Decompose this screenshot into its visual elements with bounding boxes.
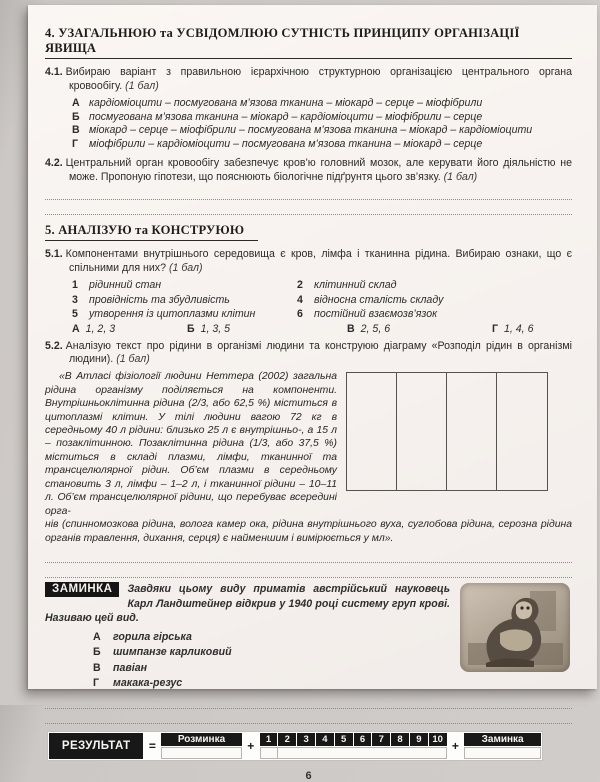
- task-number: 10: [429, 733, 447, 746]
- plus-sign: +: [451, 739, 459, 754]
- answer-text: 1, 2, 3: [85, 322, 116, 335]
- item-text: клітинний склад: [314, 279, 397, 292]
- item-number: 2: [297, 279, 303, 292]
- answer-letter: А: [72, 322, 80, 335]
- answer-choices-row: [72, 323, 572, 335]
- item-text: відносна сталість складу: [314, 293, 444, 306]
- list-item-6: [297, 307, 572, 321]
- workbook-page: [28, 5, 597, 782]
- question-4-2-text: Центральний орган кровообігу забезпечує кров’ю головний мозок, але керувати його діяльністю не може. Пропоную гіпотези, що пояснюють біологічне підґрунтя цього зв’язку.: [65, 157, 572, 184]
- task-score-blank: [278, 747, 447, 759]
- list-item-4: [297, 293, 572, 307]
- option-letter: А: [93, 630, 101, 643]
- list-item-1: [72, 278, 297, 292]
- answer-text: 1, 4, 6: [504, 322, 534, 335]
- question-4-2-points: (1 бал): [443, 171, 478, 184]
- item-text: постійний взаємозв’язок: [314, 308, 438, 321]
- option-letter: Г: [72, 138, 79, 151]
- answer-blank-line: [45, 697, 572, 709]
- answer-blank-line: [45, 188, 572, 200]
- rozminka-score-blank: [161, 747, 242, 759]
- page-number: 6: [305, 770, 312, 782]
- question-5-1-points: (1 бал): [168, 261, 203, 274]
- zaminka-score-blank: [464, 747, 541, 759]
- item-text: рідинний стан: [89, 279, 162, 292]
- answer-text: 2, 5, 6: [360, 322, 391, 335]
- result-label: РЕЗУЛЬТАТ: [49, 733, 143, 759]
- option-row-4-1-b: [72, 111, 572, 125]
- answer-blank-line: [45, 203, 572, 215]
- item-text: провідність та збудливість: [89, 293, 230, 306]
- question-5-2-points: (1 бал): [116, 353, 150, 366]
- question-5-2-text: Аналізую текст про рідини в організмі людини та конструюю діаграму «Розподіл рідин в організмі людини).: [65, 339, 572, 366]
- option-letter: Б: [93, 646, 101, 659]
- option-text: міокард – серце – міофібрили – посмугована м’язова тканина – міокард – кардіоміоцити: [89, 124, 533, 137]
- task-number: 9: [410, 733, 428, 746]
- monkey-photo: [460, 583, 570, 672]
- answer-text: 1, 3, 5: [200, 322, 231, 335]
- option-letter: А: [72, 96, 80, 109]
- task-number-headers: [260, 733, 447, 746]
- section-4-title: 4. УЗАГАЛЬНЮЮ та УСВІДОМЛЮЮ СУТНІСТЬ ПРИНЦИПУ ОРГАНІЗАЦІЇ ЯВИЩА: [45, 26, 572, 59]
- answer-letter: В: [347, 322, 355, 335]
- task-number: 3: [297, 733, 315, 746]
- question-4-1: [45, 66, 572, 94]
- diagram-grid-column-3: [447, 373, 497, 490]
- answer-choice-b: [187, 323, 347, 335]
- question-4-1-points: (1 бал): [125, 79, 159, 92]
- option-text: макака-резус: [113, 677, 183, 690]
- task-number: 8: [391, 733, 409, 746]
- option-text: посмугована м’язова тканина – міокард – кардіоміоцити – міофібрили – серце: [89, 110, 483, 123]
- item-number: 5: [72, 308, 78, 321]
- task-score-blank: [260, 747, 278, 759]
- item-number: 3: [72, 293, 78, 306]
- list-item-5: [72, 307, 297, 321]
- item-number: 1: [72, 279, 78, 292]
- monkey-illustration: [460, 583, 570, 672]
- item-text: утворення із цитоплазми клітин: [89, 308, 256, 321]
- option-row-4-1-v: [72, 124, 572, 138]
- zaminka-score-cell: [464, 733, 541, 759]
- zaminka-label: ЗАМИНКА: [45, 582, 119, 597]
- task-number: 6: [354, 733, 372, 746]
- option-text: кардіоміоцити – посмугована м’язова тканина – міокард – серце – міофібрили: [89, 96, 483, 109]
- answer-choice-g: [492, 323, 533, 335]
- diagram-grid-column-2: [397, 373, 447, 490]
- passage-text-continued: нів (спинномозкова рідина, волога камер ока, рідина внутрішнього вуха, суглобова рідина, серозна рідина органів травлення, дихання, серця) є найменшим і вимірюється у мл».: [45, 519, 572, 544]
- diagram-grid-column-1: [347, 373, 397, 490]
- passage-text: «В Атласі фізіології людини Неттера (2002) загальна рідина організму поділяється на компоненти. Внутрішньоклітинна рідина (2/3, або 62,5 %) міститься в цитоплазмі клітин. У тілі людини вагою 72 кг в середньому 40 л рідини: близько 25 л є внутрішньо-, а 15 л – позаклітинною. Позаклітинна рідина (1/3, або 37,5 %) міститься в складі плазми, лімфи, тканинної та трансцелюлярної рідин. Об’єм плазми в середньому становить 3 л, лімфи – 1–2 л, і тканинної рідини – 10–11 л. Об’єм трансцелюлярної рідини, що перебуває всередині орга-: [45, 371, 337, 517]
- question-4-2-number: 4.2.: [45, 157, 63, 170]
- question-4-2: [45, 157, 572, 185]
- task-score-blank-row: [260, 747, 447, 759]
- section-5-title: 5. АНАЛІЗУЮ та КОНСТРУЮЮ: [45, 223, 258, 241]
- question-5-1-number: 5.1.: [45, 247, 63, 260]
- answer-choice-a: [72, 323, 187, 335]
- option-row-4-1-a: [72, 97, 572, 111]
- plus-sign: +: [247, 739, 255, 754]
- task-number: 4: [316, 733, 334, 746]
- list-item-2: [297, 278, 572, 292]
- diagram-grid-column-4: [497, 373, 547, 490]
- question-5-1-text: Компонентами внутрішнього середовища є кров, лімфа і тканинна рідина. Вибираю ознаки, що є спільними для них?: [65, 247, 572, 274]
- option-text: павіан: [113, 661, 147, 674]
- option-text: горила гірська: [113, 630, 192, 643]
- option-text: міофібрили – кардіоміоцити – посмугована м’язова тканина – міокард – серце: [89, 138, 483, 151]
- task-score-cells: [260, 733, 447, 759]
- task-number: 7: [372, 733, 390, 746]
- task-number: 2: [278, 733, 296, 746]
- question-4-1-text: Вибираю варіант з правильною ієрархічною структурною організацією центрального органа кровообігу.: [65, 66, 572, 92]
- feature-list: [72, 278, 572, 321]
- zaminka-option-a: [93, 630, 450, 645]
- item-number: 4: [297, 293, 303, 306]
- question-5-2-number: 5.2.: [45, 339, 63, 352]
- zaminka-option-g: [93, 676, 450, 691]
- answer-blank-line: [45, 566, 572, 578]
- result-bar: [47, 731, 543, 761]
- item-number: 6: [297, 308, 303, 321]
- question-4-1-number: 4.1.: [45, 66, 63, 78]
- task-number: 1: [260, 733, 278, 746]
- zaminka-header: Заминка: [464, 733, 541, 746]
- option-letter: Б: [72, 110, 80, 123]
- task-number: 5: [335, 733, 353, 746]
- zaminka-option-b: [93, 645, 450, 660]
- zaminka-option-v: [93, 661, 450, 676]
- answer-choice-v: [347, 323, 492, 335]
- list-item-3: [72, 293, 297, 307]
- option-letter: Г: [93, 677, 100, 690]
- diagram-grid: [346, 372, 548, 491]
- answer-blank-line: [45, 712, 572, 724]
- option-letter: В: [72, 124, 80, 137]
- passage-and-diagram: [45, 370, 572, 518]
- zaminka-section: [45, 582, 572, 691]
- answer-letter: Б: [187, 322, 195, 335]
- option-text: шимпанзе карликовий: [113, 646, 232, 659]
- option-row-4-1-g: [72, 138, 572, 152]
- zaminka-text: Завдяки цьому виду приматів австрійський науковець Карл Ландштейнер відкрив у 1940 році систему груп крові. Називаю цей вид.: [45, 583, 450, 625]
- question-5-2: [45, 340, 572, 368]
- equals-sign: =: [148, 739, 156, 754]
- answer-blank-line: [45, 551, 572, 563]
- rozminka-score-cell: [161, 733, 242, 759]
- rozminka-header: Розминка: [161, 733, 242, 746]
- answer-letter: Г: [492, 322, 499, 335]
- question-5-1: [45, 248, 572, 276]
- option-letter: В: [93, 661, 101, 674]
